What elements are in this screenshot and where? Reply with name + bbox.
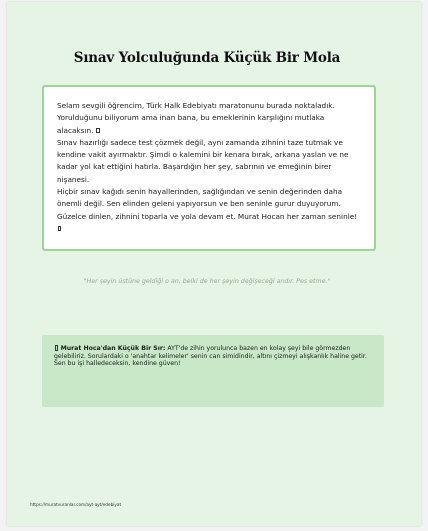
tip-text: AYT'de zihin yorulunca bazen en kolay şeyi bile görmezden gelebiliriz. Sorulardaki o 'anahtar kelimeler' senin can simidindir, altını çizmeyi alışkanlık haline getir. Sen bu işi halledeceksin, kendine güven!	[54, 345, 367, 368]
motivational-quote: "Her şeyin üstüne geldiği o an, belki de her şeyin değişeceği andır. Pes etme."	[83, 278, 331, 285]
letter-paragraph-3-text: Hiçbir sınav kağıdı senin hayallerinden, sağlığından ve senin değerinden daha önemli değil. Sen elinden geleni yapıyorsun ve ben seninle gurur duyuyorum. Güzelce dinlen, zihnini toparla ve yola devam et. Murat Hocan her zaman seninle!	[57, 187, 358, 221]
letter-paragraph-3	[57, 186, 362, 235]
tip-box	[42, 335, 384, 407]
document-page	[7, 2, 421, 526]
letter-paragraph-1	[57, 100, 362, 137]
page-title: Sınav Yolculuğunda Küçük Bir Mola	[73, 50, 341, 66]
tip-label: Murat Hoca'dan Küçük Bir Sır:	[60, 345, 166, 352]
letter-paragraph-2: Sınav hazırlığı sadece test çözmek değil, aynı zamanda zihnini taze tutmak ve kendine vakit ayırmaktır. Şimdi o kalemini bir kenara bırak, arkana yaslan ve ne kadar yol kat ettiğini hatırla. Başardığın her şey, sabrının ve emeğinin birer nişanesi.	[57, 137, 349, 184]
emoji-placeholder-icon	[96, 128, 100, 133]
emoji-placeholder-icon	[58, 226, 62, 231]
lightbulb-icon	[55, 345, 59, 350]
letter-paragraph-1-text: Selam sevgili öğrencim, Türk Halk Edebiyatı maratonunu burada noktaladık. Yorulduğunu biliyorum ama inan bana, bu emeklerinin karşılığını mutlaka alacaksın.	[57, 101, 335, 135]
letter-box	[42, 85, 376, 251]
footer-url[interactable]: https://muratvuranlar.com/ayt-ayt/edebiyat	[30, 502, 122, 507]
